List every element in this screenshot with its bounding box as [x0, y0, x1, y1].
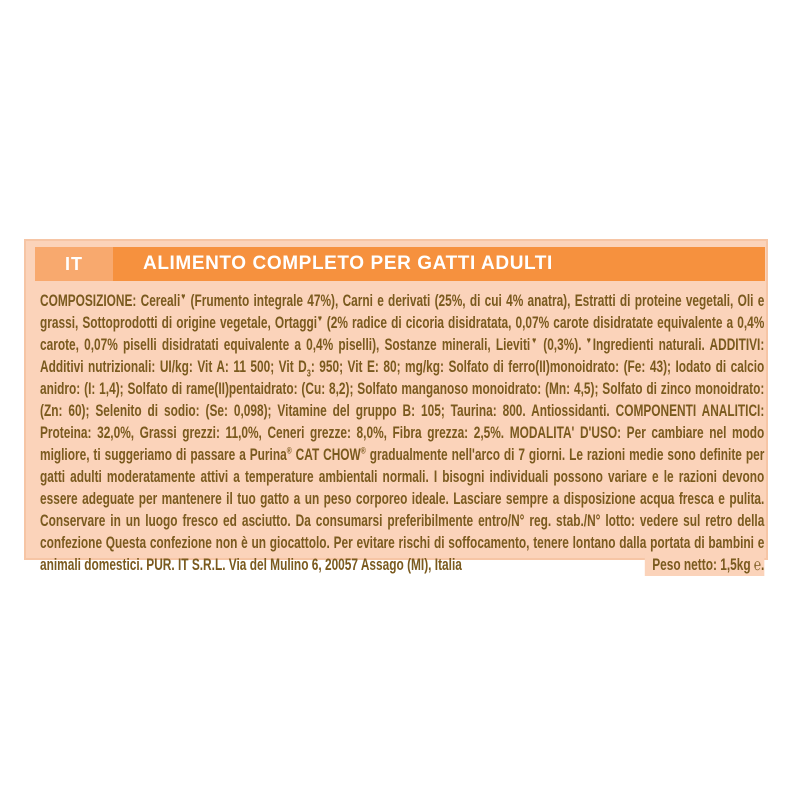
- language-badge: IT: [35, 247, 113, 281]
- net-weight: Peso netto: 1,5kg ℮.: [645, 554, 764, 576]
- pet-food-label: [24, 239, 768, 574]
- label-body-inner: [40, 290, 764, 576]
- label-body: [40, 290, 765, 574]
- label-title: ALIMENTO COMPLETO PER GATTI ADULTI: [143, 253, 553, 274]
- label-header-bar: [35, 247, 765, 281]
- label-body-text: COMPOSIZIONE: Cereali♥ (Frumento integrale 47%), Carni e derivati (25%, di cui 4% anatra), Estratti di proteine vegetali, Oli e grassi, Sottoprodotti di origine vegetale, Ortaggi♥ (2% radice di cicoria disidratata, 0,07% carote disidratate equivalente a 0,4% carote, 0,07% piselli disidratati equivalente a 0,4% piselli), Sostanze minerali, Lieviti♥ (0,3%). ♥Ingredienti naturali. ADDITIVI: Additivi nutrizionali: UI/kg: Vit A: 11 500; Vit $D_3$: 950; Vit E: 80; mg/kg: Solfato di ferro(II)monoidrato: (Fe: 43); Iodato di calcio anidro: (I: 1,4); Solfato di rame(II)pentaidrato: (Cu: 8,2); Solfato manganoso monoidrato: (Mn: 4,5); Solfato di zinco monoidrato: (Zn: 60); Selenito di sodio: (Se: 0,098); Vitamine del gruppo B: 105; Taurina: 800. Antiossidanti. COMPONENTI ANALITICI: Proteina: 32,0%, Grassi grezzi: 11,0%, Ceneri grezze: 8,0%, Fibra grezza: 2,5%. MODALITA' D'USO: Per cambiare nel modo migliore, ti suggeriamo di passare a Purina® CAT CHOW® gradualmente nell'arco di 7 giorni. Le razioni medie sono definite per gatti adulti moderatamente attivi a temperature ambientali normali. I bisogni individuali possono variare e le razioni devono essere adeguate per mantenere il tuo gatto a un peso corporeo ideale. Lasciare sempre a disposizione acqua fresca e pulita. Conservare in un luogo fresco ed asciutto. Da consumarsi preferibilmente entro/N° reg. stab./N° lotto: vedere sul retro della confezione Questa confezione non è un giocattolo. Per evitare rischi di soffocamento, tenere lontano dalla portata di bambini e animali domestici. PUR. IT S.R.L. Via del Mulino 6, 20057 Assago (MI), Italia: [40, 291, 765, 574]
